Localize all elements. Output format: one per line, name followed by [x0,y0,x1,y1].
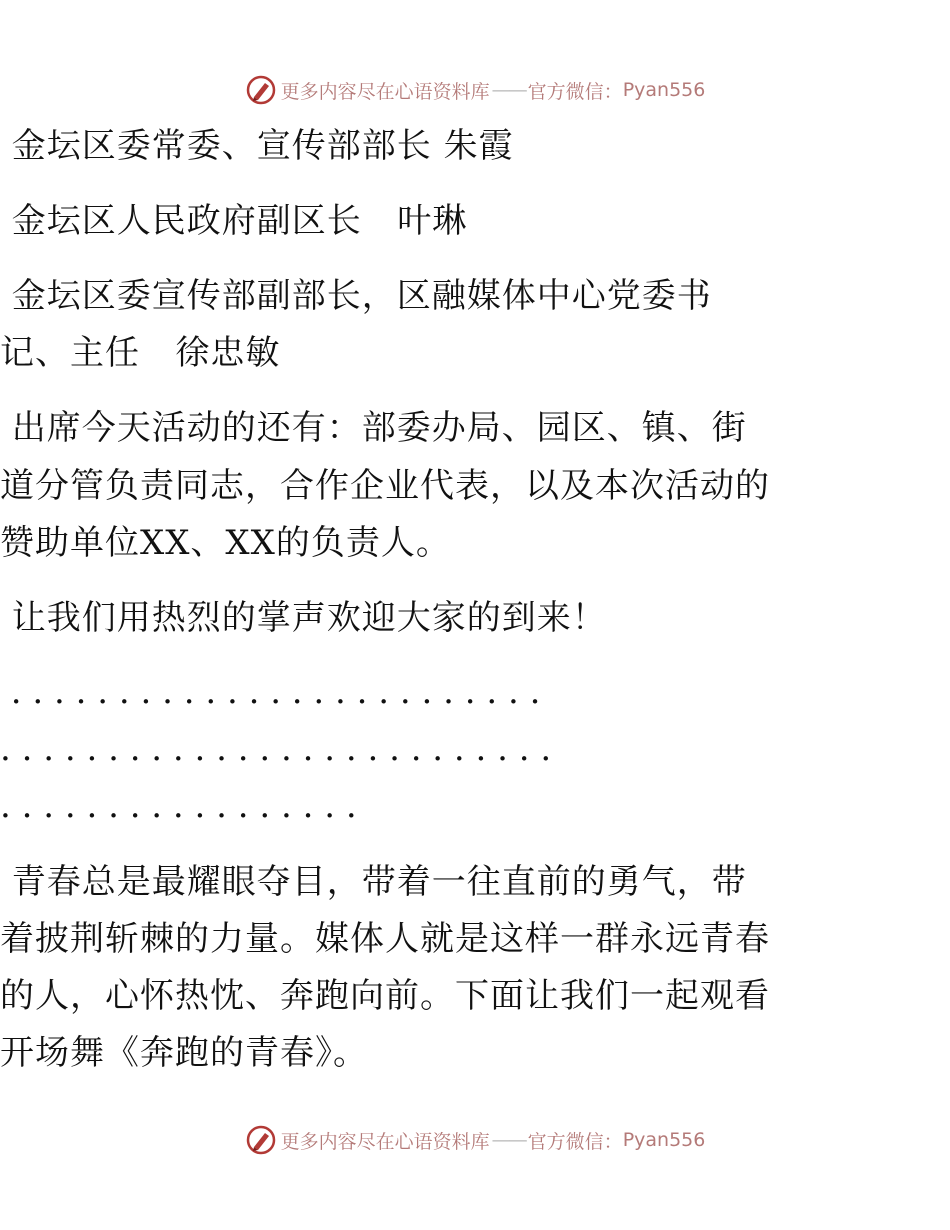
watermark-banner-top [0,70,950,110]
watermark-site-text: 更多内容尽在心语资料库 [280,80,490,103]
watermark-separator: —— [491,79,526,101]
watermark-wechat-account: Pyan556 [622,1129,706,1151]
text-line: 出席今天活动的还有：部委办局、园区、镇、街 [0,408,747,448]
text-line: 的人，心怀热忱、奔跑向前。下面让我们一起观看 [0,976,770,1016]
watermark-banner-bottom [0,1120,950,1160]
text-line: 着披荆斩棘的力量。媒体人就是这样一群永远青春 [0,919,770,959]
text-line: 开场舞《奔跑的青春》。 [0,1033,368,1073]
text-line: 金坛区人民政府副区长 叶琳 [0,201,468,241]
text-line: 记、主任 徐忠敏 [0,333,281,373]
text-line: 道分管负责同志，合作企业代表，以及本次活动的 [0,466,770,506]
watermark-wechat-label: 官方微信： [527,80,623,103]
text-line: 让我们用热烈的掌声欢迎大家的到来！ [0,598,607,638]
pen-logo-icon [245,1124,277,1156]
text-line: 金坛区委常委、宣传部部长 朱霞 [0,126,514,166]
dotted-line: . . . . . . . . . . . . . . . . . [0,786,357,826]
text-line: 赞助单位XX、XX的负责人。 [0,523,451,563]
dotted-line: . . . . . . . . . . . . . . . . . . . . . . . . . . [0,729,552,769]
watermark-separator: —— [491,1129,526,1151]
text-line: 金坛区委宣传部副部长，区融媒体中心党委书 [0,276,712,316]
watermark-site-text: 更多内容尽在心语资料库 [280,1130,490,1153]
watermark-wechat-label: 官方微信： [527,1130,623,1153]
pen-logo-icon [245,74,277,106]
watermark-wechat-account: Pyan556 [622,79,706,101]
text-line: 青春总是最耀眼夺目，带着一往直前的勇气，带 [0,862,747,902]
dotted-line: . . . . . . . . . . . . . . . . . . . . . . . . . [0,672,541,712]
